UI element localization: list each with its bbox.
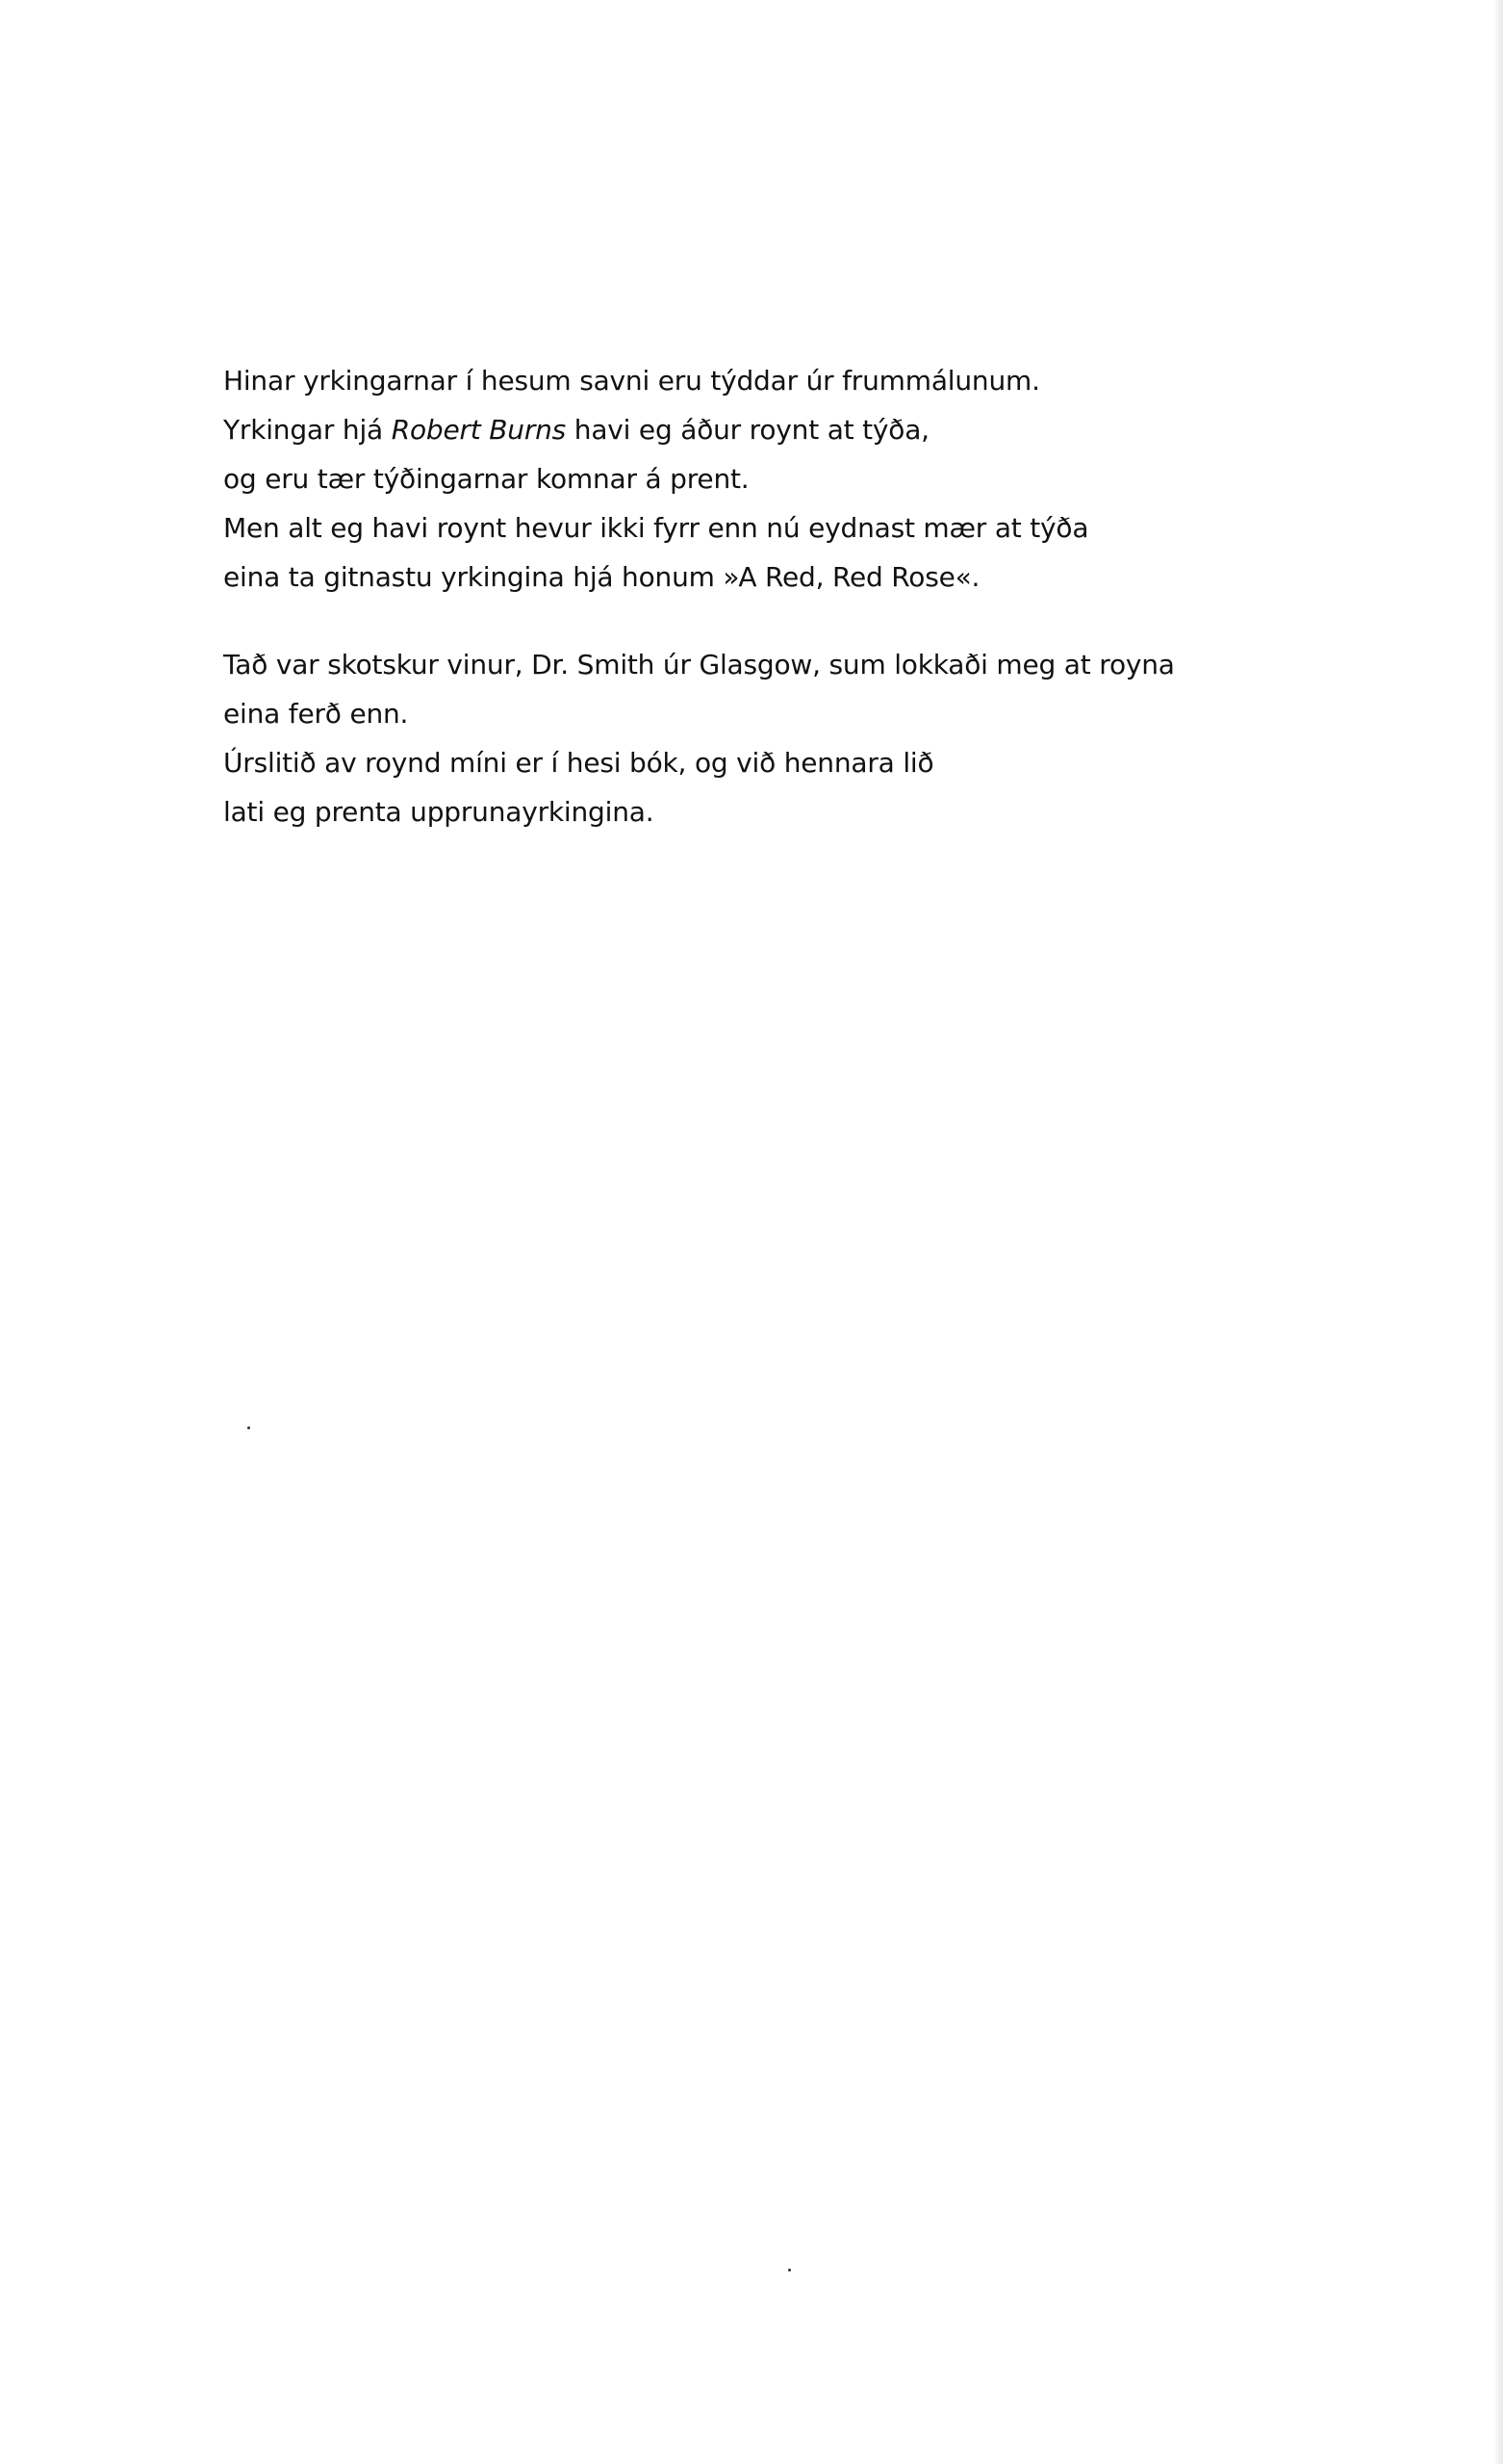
- text-line: lati eg prenta upprunayrkingina.: [223, 796, 654, 828]
- text-line: eina ferð enn.: [223, 698, 409, 730]
- scan-speck: [788, 2269, 791, 2272]
- text-fragment: Yrkingar hjá: [223, 414, 392, 446]
- text-line: og eru tær týðingarnar komnar á prent.: [223, 463, 750, 495]
- page-edge-shadow: [1493, 0, 1503, 2464]
- text-line-with-author: [223, 405, 1301, 454]
- text-line: eina ta gitnastu yrkingina hjá honum »A Red, Red Rose«.: [223, 561, 981, 593]
- text-fragment: havi eg áður roynt at týða,: [566, 414, 930, 446]
- text-line: Hinar yrkingarnar í hesum savni eru týddar úr frummálunum.: [223, 365, 1040, 397]
- text-line: Tað var skotskur vinur, Dr. Smith úr Glasgow, sum lokkaði meg at royna: [223, 649, 1175, 680]
- text-line: Men alt eg havi roynt hevur ikki fyrr enn nú eydnast mær at týða: [223, 512, 1089, 544]
- paragraph-intro: [223, 356, 1301, 602]
- scan-speck: [247, 1426, 250, 1429]
- text-line: Úrslitið av roynd míni er í hesi bók, og við hennara lið: [223, 747, 934, 779]
- paragraph-acknowledgement: [223, 640, 1301, 836]
- author-name: Robert Burns: [391, 414, 567, 446]
